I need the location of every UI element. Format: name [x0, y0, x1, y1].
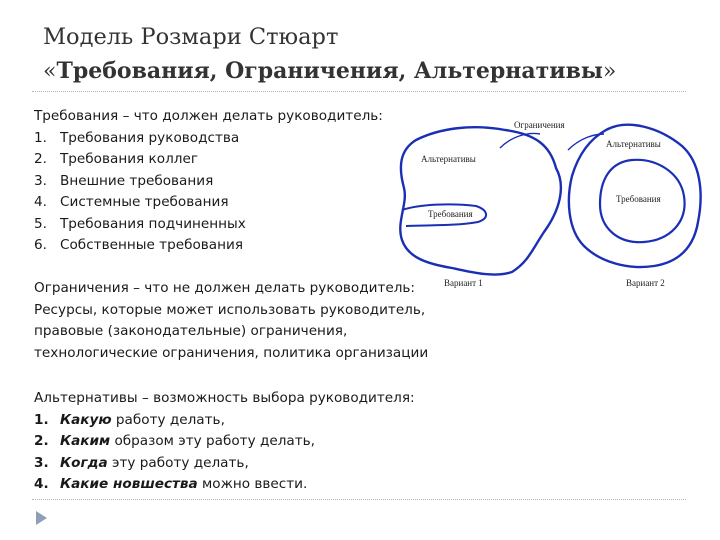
list-emphasis: Когда [60, 454, 108, 471]
list-emphasis: Какую [60, 411, 112, 428]
list-number: 4. [34, 476, 49, 492]
list-number: 3. [34, 454, 49, 471]
list-number: 2. [34, 151, 47, 167]
label-alternatives: Альтернативы [421, 154, 476, 164]
constraints-heading: Ограничения [34, 280, 129, 296]
list-emphasis: Какие новшества [60, 476, 198, 492]
list-number: 3. [34, 172, 47, 189]
list-number: 5. [34, 215, 47, 232]
list-text: Внешние требования [60, 172, 214, 189]
label-alternatives-right: Альтернативы [606, 139, 661, 149]
list-text: Собственные требования [60, 237, 244, 253]
list-text: Требования коллег [60, 151, 198, 167]
constraints-line: технологические ограничения, политика организации [34, 344, 429, 361]
constraints-line: Ресурсы, которые может использовать руководитель, [34, 301, 426, 318]
list-number: 4. [34, 194, 47, 210]
list-number: 2. [34, 433, 49, 449]
list-number: 1. [34, 129, 47, 146]
alternatives-heading-rest: – возможность выбора руководителя: [137, 390, 415, 406]
connector-arc-left [500, 134, 540, 148]
variant1-constraints-outline [400, 127, 561, 274]
constraints-line: правовые (законодательные) ограничения, [34, 323, 348, 339]
bullet-arrow-icon [36, 511, 47, 525]
list-text: Системные требования [60, 194, 229, 210]
label-variant-1: Вариант 1 [444, 278, 483, 288]
list-number: 1. [34, 411, 49, 428]
title-line-1: Модель Розмари Стюарт [43, 24, 339, 50]
list-text: Требования подчиненных [60, 215, 246, 232]
list-text: работу делать, [111, 411, 225, 428]
alternatives-heading: Альтернативы [34, 390, 138, 406]
list-text: эту работу делать, [107, 454, 249, 471]
constraints-heading-rest: – что не должен делать руководитель: [128, 280, 416, 296]
footer-separator [32, 499, 686, 500]
list-text: можно ввести. [197, 476, 308, 492]
label-variant-2: Вариант 2 [626, 278, 665, 288]
title-line-2-text: Требования, Ограничения, Альтернативы [56, 58, 603, 84]
label-constraints: Ограничения [514, 120, 565, 130]
title-open-quote: « [43, 59, 57, 84]
requirements-heading-rest: – что должен делать руководитель: [118, 108, 383, 124]
title-close-quote: » [602, 59, 617, 84]
list-text: Требования руководства [60, 129, 240, 146]
label-requirements-right: Требования [616, 194, 661, 204]
list-number: 6. [34, 237, 47, 253]
label-requirements-left: Требования [428, 209, 473, 219]
requirements-heading: Требования [34, 108, 119, 124]
list-emphasis: Каким [60, 433, 111, 449]
list-text: образом эту работу делать, [110, 433, 315, 449]
